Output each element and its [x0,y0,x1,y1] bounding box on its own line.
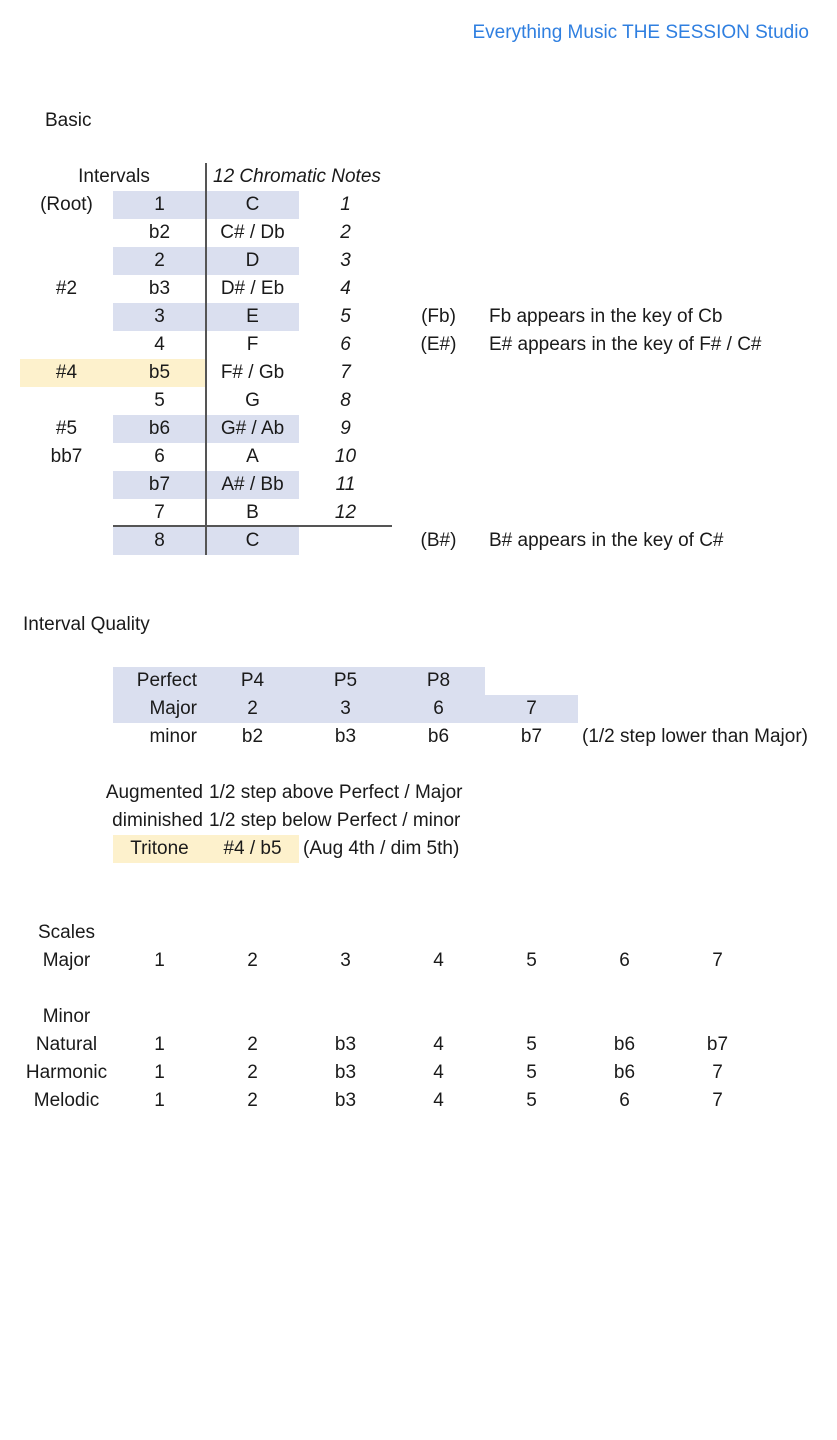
enharmonic-note: B# appears in the key of C# [489,530,724,551]
quality-label: minor [149,726,197,747]
scale-degree: b3 [334,1062,357,1083]
semitone-number: 10 [334,446,357,467]
scale-degree: 5 [526,1090,537,1111]
interval-number: 7 [154,502,165,523]
minor-scale-label: Melodic [33,1090,100,1111]
interval-number: 3 [154,306,165,327]
scale-degree: 4 [433,1034,444,1055]
enharmonic-note: E# appears in the key of F# / C# [489,334,762,355]
chromatic-note: C# / Db [220,222,285,243]
quality-cell: 2 [247,698,258,719]
chromatic-note: A# / Bb [221,474,284,495]
studio-link[interactable]: Everything Music THE SESSION Studio [472,22,809,43]
scale-degree: 7 [712,950,723,971]
quality-cell: P5 [333,670,358,691]
scale-degree: 4 [433,1062,444,1083]
scale-degree: 5 [526,1034,537,1055]
quality-title: Interval Quality [23,614,150,635]
scale-degree: 4 [433,950,444,971]
quality-note: (1/2 step lower than Major) [582,726,808,747]
scale-degree: 1 [154,1034,165,1055]
interval-number: 2 [154,250,165,271]
scale-degree: 2 [247,1034,258,1055]
semitone-number: 5 [340,306,351,327]
quality-cell: b6 [427,726,450,747]
semitone-number: 7 [340,362,351,383]
semitone-number: 12 [334,502,357,523]
scale-degree: 2 [247,950,258,971]
tritone-label: Tritone [130,838,189,859]
semitone-number: 4 [340,278,351,299]
semitone-number: 9 [340,418,351,439]
quality-label: Major [149,698,197,719]
interval-number: b2 [148,222,171,243]
interval-number: 8 [154,530,165,551]
alt-interval: #4 [55,362,78,383]
scale-degree: 1 [154,1090,165,1111]
scale-degree: b6 [613,1034,636,1055]
interval-number: 5 [154,390,165,411]
tritone-note: (Aug 4th / dim 5th) [303,838,460,859]
quality-cell: P8 [426,670,451,691]
enharmonic-example: (B#) [420,530,457,551]
chromatic-note: F [246,334,259,355]
diminished-label: diminished [112,810,203,831]
diminished-text: 1/2 step below Perfect / minor [209,810,461,831]
tritone-value: #4 / b5 [223,838,282,859]
alt-interval: #2 [55,278,78,299]
enharmonic-note: Fb appears in the key of Cb [489,306,723,327]
augmented-label: Augmented [105,782,203,803]
semitone-number: 3 [340,250,351,271]
scale-degree: 1 [154,950,165,971]
interval-number: b3 [148,278,171,299]
chromatic-note: D [245,250,260,271]
enharmonic-example: (Fb) [421,306,456,327]
chromatic-note: G# / Ab [220,418,285,439]
chromatic-note: F# / Gb [220,362,285,383]
scale-degree: 5 [526,950,537,971]
scale-degree: b6 [613,1062,636,1083]
basic-title: Basic [45,110,92,131]
chromatic-note: G [245,390,260,411]
scale-degree: 5 [526,1062,537,1083]
chromatic-notes-header: 12 Chromatic Notes [213,166,381,187]
quality-cell: 6 [433,698,444,719]
chromatic-note: D# / Eb [220,278,285,299]
scale-degree: 7 [712,1062,723,1083]
quality-cell: P4 [240,670,265,691]
table-divider-vertical [205,163,207,555]
scale-degree: b3 [334,1090,357,1111]
scale-degree: 6 [619,950,630,971]
chromatic-note: E [246,306,259,327]
interval-number: 1 [154,194,165,215]
alt-interval: #5 [55,418,78,439]
chromatic-note: C [245,194,260,215]
quality-label: Perfect [136,670,197,691]
scale-degree: 1 [154,1062,165,1083]
table-divider-horizontal [113,525,392,527]
semitone-number: 1 [340,194,351,215]
interval-number: 6 [154,446,165,467]
scale-degree: b7 [706,1034,729,1055]
interval-number: 4 [154,334,165,355]
scale-degree: 3 [340,950,351,971]
chromatic-note: B [246,502,259,523]
quality-cell: 7 [526,698,537,719]
major-scale-label: Major [42,950,91,971]
minor-scale-label: Harmonic [25,1062,108,1083]
augmented-text: 1/2 step above Perfect / Major [209,782,463,803]
scale-degree: 2 [247,1062,258,1083]
semitone-number: 8 [340,390,351,411]
alt-interval: bb7 [50,446,83,467]
semitone-number: 2 [340,222,351,243]
chromatic-note: C [245,530,260,551]
scale-degree: 6 [619,1090,630,1111]
quality-cell: 3 [340,698,351,719]
scales-title: Scales [37,922,96,943]
interval-number: b7 [148,474,171,495]
quality-cell: b3 [334,726,357,747]
scale-degree: 4 [433,1090,444,1111]
minor-scale-label: Natural [35,1034,98,1055]
interval-number: b5 [148,362,171,383]
minor-title: Minor [42,1006,91,1027]
intervals-header: Intervals [78,166,150,187]
semitone-number: 11 [335,474,356,495]
scale-degree: 7 [712,1090,723,1111]
chromatic-note: A [246,446,259,467]
enharmonic-example: (E#) [420,334,457,355]
scale-degree: 2 [247,1090,258,1111]
quality-cell: b2 [241,726,264,747]
semitone-number: 6 [340,334,351,355]
quality-cell: b7 [520,726,543,747]
interval-number: b6 [148,418,171,439]
alt-interval: (Root) [40,194,93,215]
scale-degree: b3 [334,1034,357,1055]
